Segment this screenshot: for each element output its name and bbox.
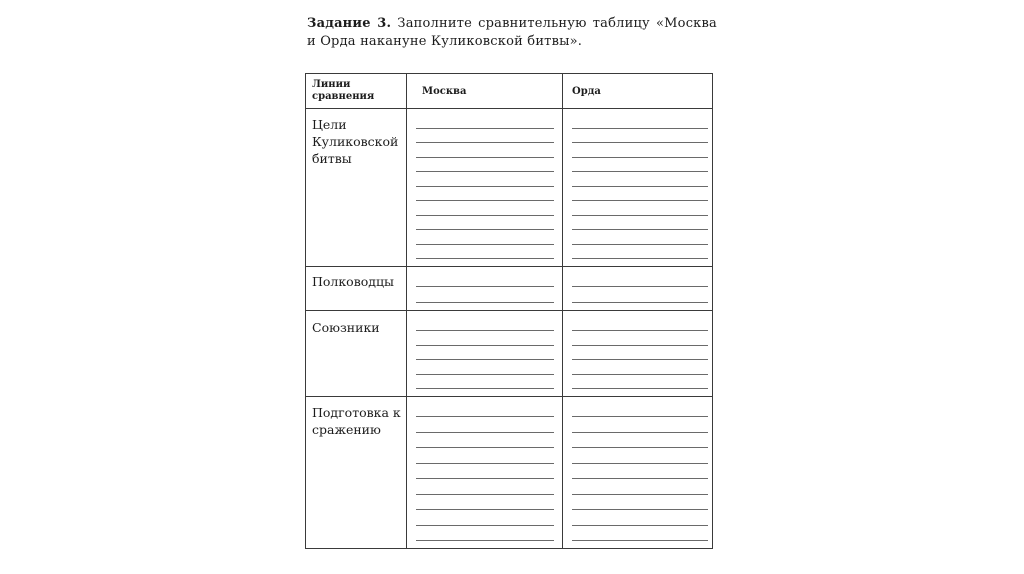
horde-answer-line xyxy=(572,432,708,433)
horde-answer-line xyxy=(572,463,708,464)
horde-answer-line xyxy=(572,478,708,479)
horde-answer-line xyxy=(572,128,708,129)
moscow-answer-line xyxy=(416,229,554,230)
horde-answer-line xyxy=(572,229,708,230)
horde-answer-line xyxy=(572,447,708,448)
moscow-answer-line xyxy=(416,388,554,389)
moscow-answer-line xyxy=(416,215,554,216)
moscow-answer-line xyxy=(416,157,554,158)
moscow-answer-line xyxy=(416,525,554,526)
moscow-answer-line xyxy=(416,540,554,541)
moscow-answer-line xyxy=(416,463,554,464)
header-lines-of-comparison: Линии сравнения xyxy=(312,79,375,102)
horde-answer-line xyxy=(572,509,708,510)
horde-answer-line xyxy=(572,157,708,158)
horde-answer-line xyxy=(572,215,708,216)
horde-answer-line xyxy=(572,359,708,360)
moscow-answer-line xyxy=(416,509,554,510)
horde-answer-line xyxy=(572,540,708,541)
moscow-answer-line xyxy=(416,286,554,287)
column-divider xyxy=(562,74,563,548)
moscow-answer-line xyxy=(416,302,554,303)
horde-answer-line xyxy=(572,142,708,143)
horde-answer-line xyxy=(572,330,708,331)
header-horde: Орда xyxy=(572,86,601,97)
row-divider xyxy=(306,396,712,397)
moscow-answer-line xyxy=(416,186,554,187)
horde-answer-line xyxy=(572,416,708,417)
moscow-answer-line xyxy=(416,478,554,479)
row-label-preparation: Подготовка к сражению xyxy=(312,405,401,437)
task-instruction xyxy=(307,15,717,51)
horde-answer-line xyxy=(572,388,708,389)
header-moscow: Москва xyxy=(422,86,467,97)
row-label-goals: Цели Куликовской битвы xyxy=(312,117,399,166)
horde-answer-line xyxy=(572,494,708,495)
moscow-answer-line xyxy=(416,416,554,417)
task-text: Заполните сравнительную таблицу «Москва и Орда накануне Куликовской битвы». xyxy=(307,16,717,49)
moscow-answer-line xyxy=(416,447,554,448)
column-divider xyxy=(406,74,407,548)
horde-answer-line xyxy=(572,200,708,201)
moscow-answer-line xyxy=(416,374,554,375)
horde-answer-line xyxy=(572,244,708,245)
row-divider xyxy=(306,108,712,109)
moscow-answer-line xyxy=(416,345,554,346)
horde-answer-line xyxy=(572,302,708,303)
moscow-answer-line xyxy=(416,244,554,245)
horde-answer-line xyxy=(572,525,708,526)
moscow-answer-line xyxy=(416,258,554,259)
horde-answer-line xyxy=(572,345,708,346)
row-divider xyxy=(306,310,712,311)
row-label-commanders: Полководцы xyxy=(312,274,394,289)
moscow-answer-line xyxy=(416,330,554,331)
moscow-answer-line xyxy=(416,171,554,172)
row-label-allies: Союзники xyxy=(312,320,380,335)
horde-answer-line xyxy=(572,258,708,259)
row-divider xyxy=(306,266,712,267)
moscow-answer-line xyxy=(416,494,554,495)
horde-answer-line xyxy=(572,374,708,375)
moscow-answer-line xyxy=(416,128,554,129)
comparison-table xyxy=(305,73,713,549)
moscow-answer-line xyxy=(416,432,554,433)
moscow-answer-line xyxy=(416,359,554,360)
horde-answer-line xyxy=(572,186,708,187)
horde-answer-line xyxy=(572,171,708,172)
moscow-answer-line xyxy=(416,142,554,143)
moscow-answer-line xyxy=(416,200,554,201)
task-number: Задание 3. xyxy=(307,16,392,31)
horde-answer-line xyxy=(572,286,708,287)
